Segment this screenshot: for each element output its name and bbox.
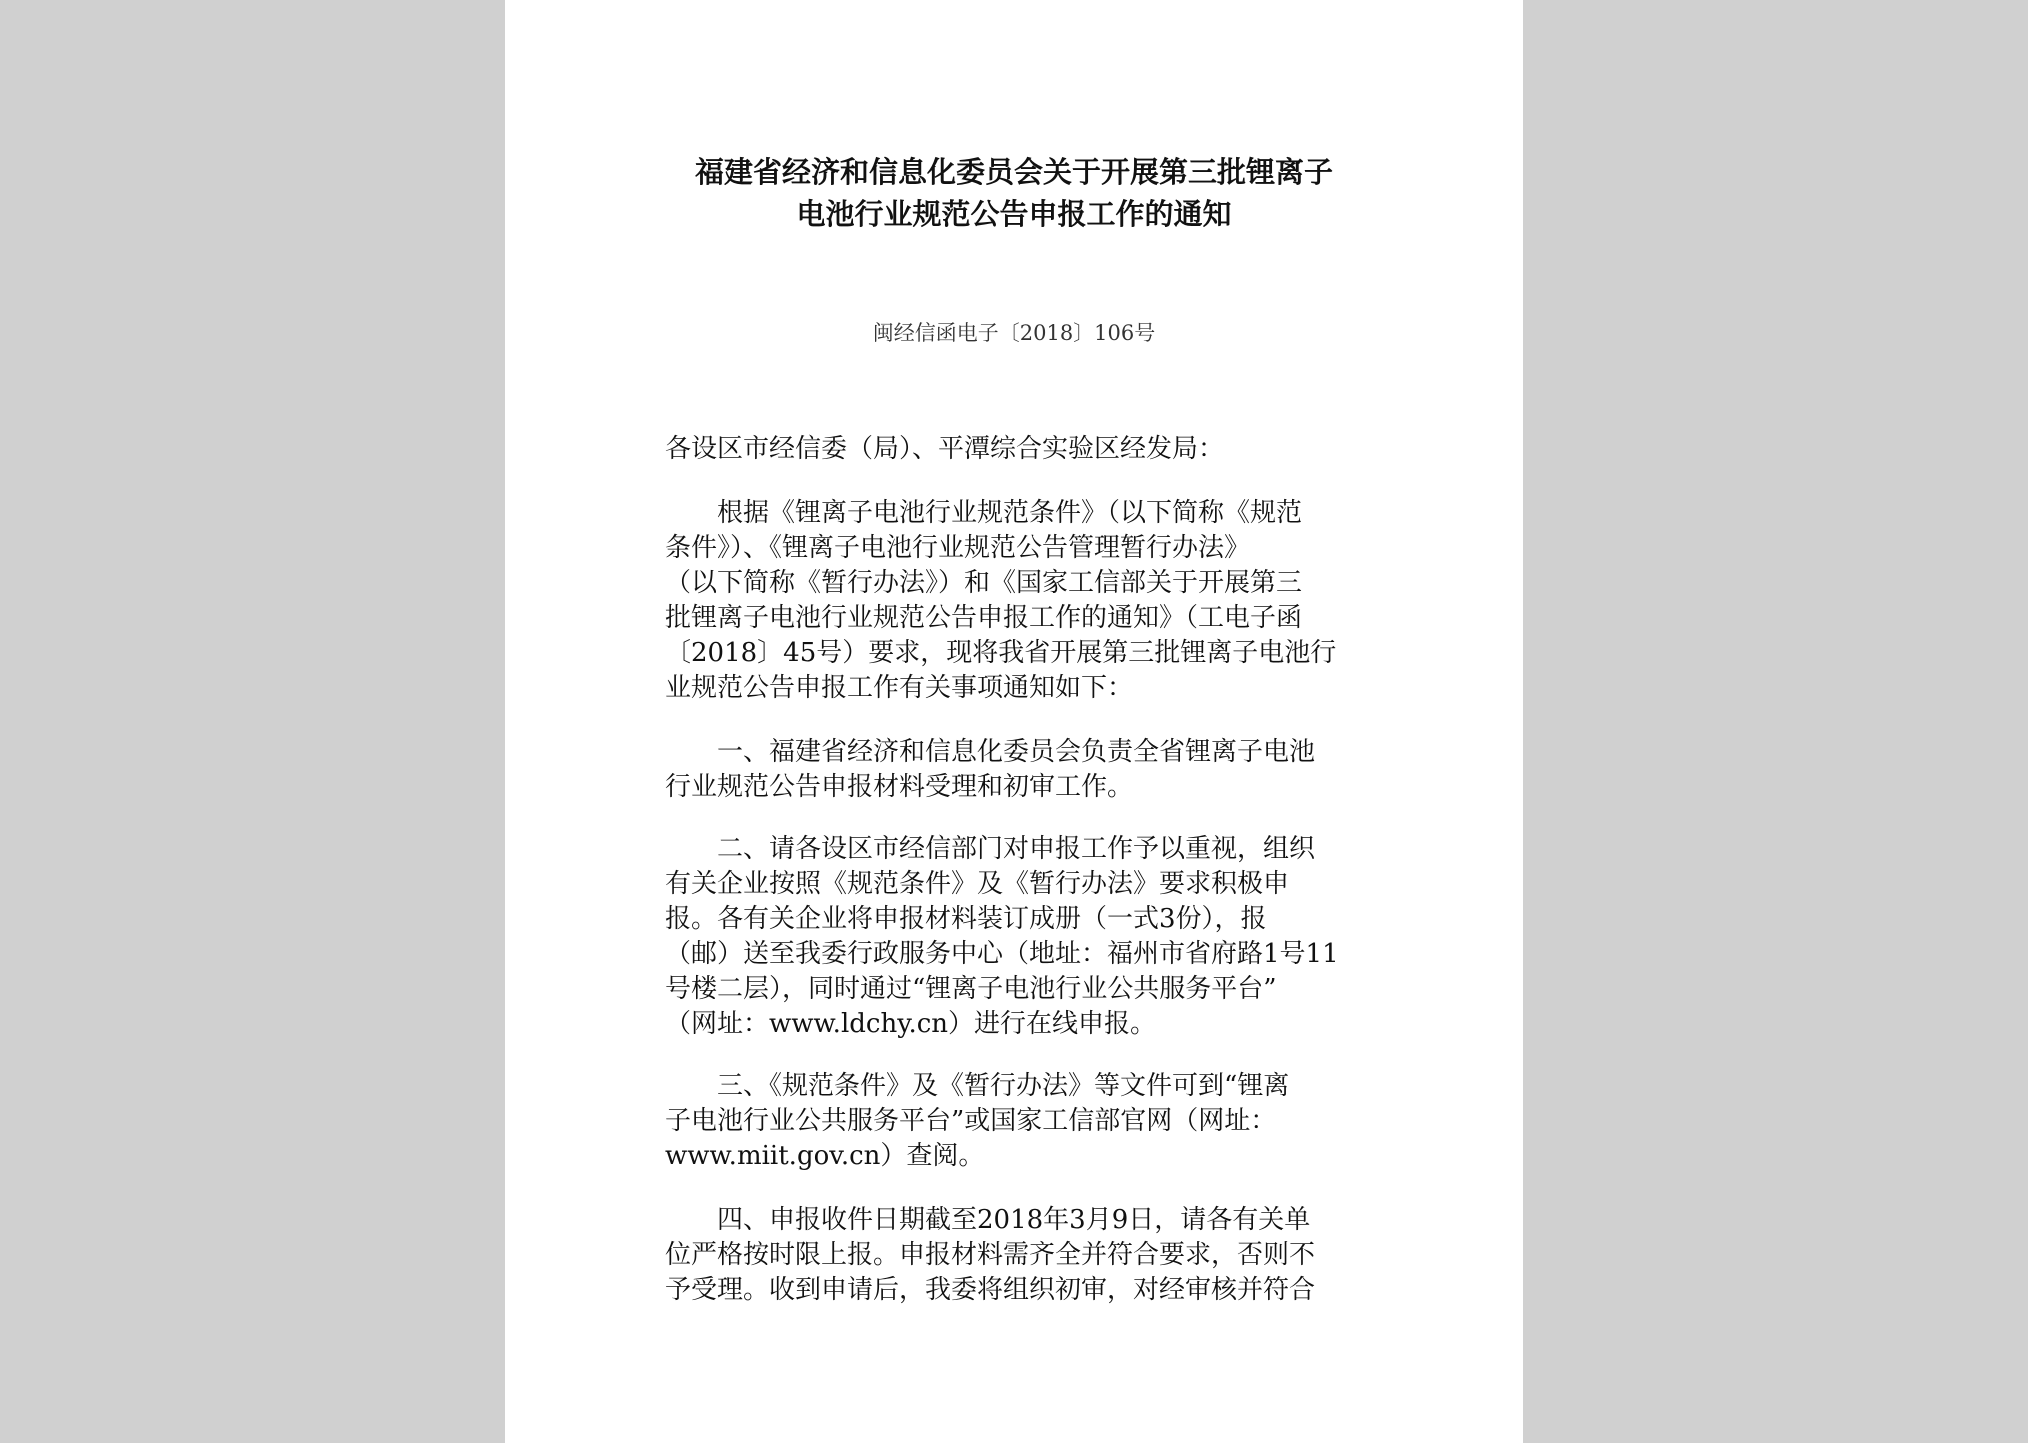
document-title-line-1: 福建省经济和信息化委员会关于开展第三批锂离子 <box>694 155 1333 189</box>
document-title-line-2: 电池行业规范公告申报工作的通知 <box>796 197 1232 231</box>
body-line: 四、申报收件日期截至2018年3月9日，请各有关单 <box>665 1205 1311 1235</box>
body-line: 二、请各设区市经信部门对申报工作予以重视，组织 <box>665 834 1316 864</box>
body-line: 有关企业按照《规范条件》及《暂行办法》要求积极申 <box>665 869 1290 899</box>
body-line: 三、《规范条件》及《暂行办法》等文件可到“锂离 <box>665 1071 1290 1101</box>
salutation: 各设区市经信委（局）、平潭综合实验区经发局： <box>665 434 1225 464</box>
body-line: 位严格按时限上报。申报材料需齐全并符合要求，否则不 <box>665 1240 1316 1270</box>
body-line: 行业规范公告申报材料受理和初审工作。 <box>665 772 1134 802</box>
body-line: 业规范公告申报工作有关事项通知如下： <box>665 673 1134 703</box>
body-line: 批锂离子电池行业规范公告申报工作的通知》（工电子函 <box>665 603 1303 633</box>
document-number: 闽经信函电子〔2018〕106号 <box>872 321 1156 345</box>
body-line: （以下简称《暂行办法》）和《国家工信部关于开展第三 <box>665 568 1303 598</box>
body-line: 条件》）、《锂离子电池行业规范公告管理暂行办法》 <box>665 533 1251 563</box>
body-line: 号楼二层），同时通过“锂离子电池行业公共服务平台” <box>665 974 1277 1004</box>
body-line: 一、福建省经济和信息化委员会负责全省锂离子电池 <box>665 737 1316 767</box>
body-line: 报。各有关企业将申报材料装订成册（一式3份），报 <box>665 904 1267 934</box>
body-line: www.miit.gov.cn）查阅。 <box>665 1141 985 1171</box>
body-line: 予受理。收到申请后，我委将组织初审，对经审核并符合 <box>665 1275 1316 1305</box>
body-line: 子电池行业公共服务平台”或国家工信部官网（网址： <box>665 1106 1277 1136</box>
body-line: 根据《锂离子电池行业规范条件》（以下简称《规范 <box>665 498 1303 528</box>
body-line: 〔2018〕45号）要求，现将我省开展第三批锂离子电池行 <box>665 638 1337 668</box>
document-page <box>505 0 1523 1443</box>
body-line: （邮）送至我委行政服务中心（地址：福州市省府路1号11 <box>665 939 1339 969</box>
body-line: （网址：www.ldchy.cn）进行在线申报。 <box>665 1009 1157 1039</box>
